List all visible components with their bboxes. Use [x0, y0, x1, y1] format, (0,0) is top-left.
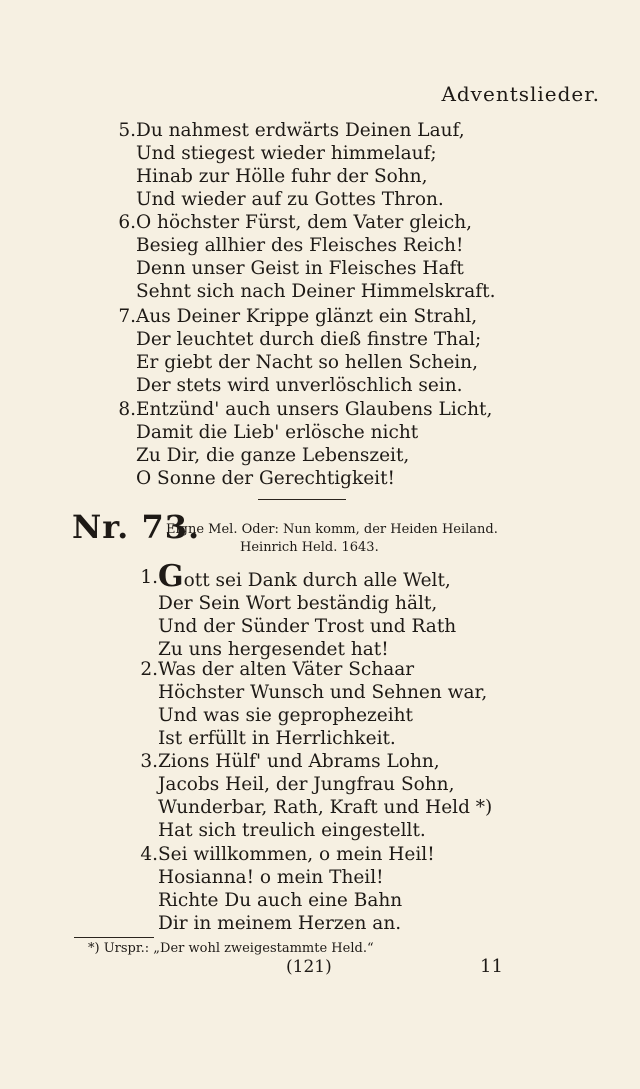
- stanza-5: [106, 119, 465, 211]
- stanza-number: 7.: [118, 306, 136, 327]
- stanza-number: 6.: [118, 212, 136, 233]
- melody-note: Eigne Mel. Oder: Nun komm, der Heiden Heiland.: [166, 522, 498, 537]
- stanza-number: 5.: [118, 120, 136, 141]
- verse-line: Der leuchtet durch dieß finstre Thal;: [136, 329, 482, 350]
- stanza-1: [128, 559, 457, 661]
- verse-line: Denn unser Geist in Fleisches Haft: [136, 258, 464, 279]
- stanza-number: 8.: [118, 399, 136, 420]
- stanza-number: 3.: [140, 751, 158, 772]
- verse-line: Damit die Lieb' erlösche nicht: [136, 422, 419, 443]
- stanza-6: [106, 211, 495, 303]
- verse-line: Der Sein Wort beständig hält,: [158, 593, 438, 614]
- verse-line: Höchster Wunsch und Sehnen war,: [158, 682, 488, 703]
- verse-line: Und was sie geprophezeiht: [158, 705, 413, 726]
- stanza-3: [128, 750, 492, 842]
- verse-line: Hinab zur Hölle fuhr der Sohn,: [136, 166, 428, 187]
- stanza-8: [106, 398, 492, 490]
- verse-line: Und wieder auf zu Gottes Thron.: [136, 189, 444, 210]
- stanza-7: [106, 305, 481, 397]
- verse-line: Zu Dir, die ganze Lebenszeit,: [136, 445, 410, 466]
- footnote: *) Urspr.: „Der wohl zweigestammte Held.“: [88, 941, 374, 956]
- hymn-author: Heinrich Held. 1643.: [240, 540, 379, 555]
- verse-line: Hat sich treulich eingestellt.: [158, 820, 426, 841]
- hymn-number: Nr. 73.: [72, 508, 201, 546]
- verse-line: Du nahmest erdwärts Deinen Lauf,: [136, 120, 465, 141]
- verse-line: Dir in meinem Herzen an.: [158, 913, 402, 934]
- signature-mark: 11: [480, 956, 503, 977]
- verse-line: Wunderbar, Rath, Kraft und Held *): [158, 797, 493, 818]
- verse-line: Sei willkommen, o mein Heil!: [158, 844, 435, 865]
- verse-line: Was der alten Väter Schaar: [158, 659, 415, 680]
- stanza-number: 2.: [140, 659, 158, 680]
- verse-line: Besieg allhier des Fleisches Reich!: [136, 235, 464, 256]
- verse-line: Und der Sünder Trost und Rath: [158, 616, 457, 637]
- verse-line: O höchster Fürst, dem Vater gleich,: [136, 212, 473, 233]
- verse-line: Sehnt sich nach Deiner Himmelskraft.: [136, 281, 496, 302]
- stanza-4: [128, 843, 435, 935]
- verse-line: Der stets wird unverlöschlich sein.: [136, 375, 463, 396]
- stanza-number: 1.: [140, 567, 158, 588]
- footnote-divider: [74, 937, 154, 938]
- verse-line: Zu uns hergesendet hat!: [158, 639, 389, 660]
- drop-capital: G: [158, 559, 184, 594]
- verse-line: Hosianna! o mein Theil!: [158, 867, 384, 888]
- verse-line: Aus Deiner Krippe glänzt ein Strahl,: [136, 306, 478, 327]
- verse-line-rest: ott sei Dank durch alle Welt,: [183, 570, 451, 591]
- verse-line: Er giebt der Nacht so hellen Schein,: [136, 352, 478, 373]
- stanza-number: 4.: [140, 844, 158, 865]
- verse-line: Entzünd' auch unsers Glaubens Licht,: [136, 399, 493, 420]
- section-divider: [258, 499, 346, 500]
- page-number: (121): [286, 957, 332, 977]
- verse-line: Und stiegest wieder himmelauf;: [136, 143, 437, 164]
- verse-line: O Sonne der Gerechtigkeit!: [136, 468, 395, 489]
- running-head: Adventslieder.: [441, 82, 600, 106]
- verse-line: [158, 559, 456, 594]
- verse-line: Jacobs Heil, der Jungfrau Sohn,: [158, 774, 455, 795]
- verse-line: Ist erfüllt in Herrlichkeit.: [158, 728, 396, 749]
- stanza-2: [128, 658, 487, 750]
- verse-line: Richte Du auch eine Bahn: [158, 890, 403, 911]
- verse-line: Zions Hülf' und Abrams Lohn,: [158, 751, 440, 772]
